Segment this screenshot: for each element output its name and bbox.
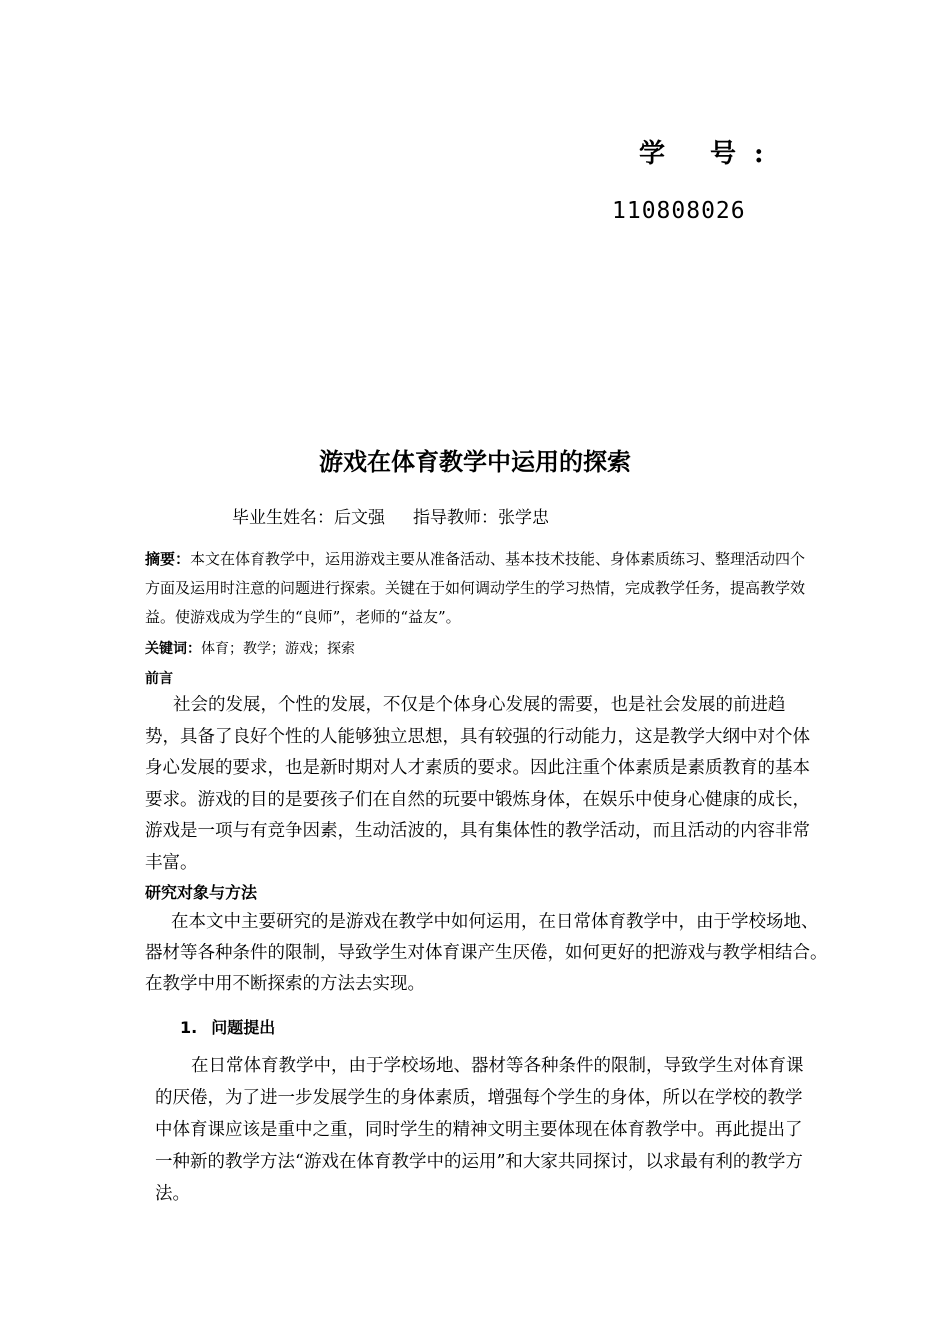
section1-heading: [180, 1015, 275, 1038]
student-id-value: 110808026: [612, 198, 746, 224]
section1-number: 1.: [180, 1018, 198, 1037]
intro-heading: 前言: [145, 671, 173, 687]
intro-paragraph: 社会的发展，个性的发展，不仅是个体身心发展的需要，也是社会发展的前进趋势，具备了良好个性的人能够独立思想，具有较强的行动能力，这是教学大纲中对个体身心发展的要求，也是新时期对人才素质的要求。因此注重个体素质是素质教育的基本要求。游戏的目的是要孩子们在自然的玩要中锻炼身体，在娱乐中使身心健康的成长，游戏是一项与有竞争因素，生动活波的，具有集体性的教学活动，而且活动的内容非常丰富。: [145, 695, 810, 873]
section1-title: 问题提出: [211, 1018, 276, 1037]
abstract-text: 本文在体育教学中，运用游戏主要从准备活动、基本技术技能、身体素质练习、整理活动四个方面及运用时注意的问题进行探索。关键在于如何调动学生的学习热情，完成教学任务，提高教学效益。使游戏成为学生的“良师”，老师的“益友”。: [145, 550, 806, 626]
student-id-label: 学 号:: [639, 139, 782, 169]
graduate-name: 后文强: [334, 508, 385, 528]
keywords-label: 关键词：: [145, 641, 201, 657]
advisor-name: 张学忠: [498, 508, 549, 528]
method-heading: 研究对象与方法: [145, 883, 258, 902]
section1-paragraph: 在日常体育教学中，由于学校场地、器材等各种条件的限制，导致学生对体育课的厌倦，为了进一步发展学生的身体素质，增强每个学生的身体，所以在学校的教学中体育课应该是重中之重，同时学生的精神文明主要体现在体育教学中。再此提出了一种新的教学方法“游戏在体育教学中的运用”和大家共同探讨，以求最有利的教学方法。: [155, 1056, 804, 1204]
keywords-line: [145, 638, 355, 658]
abstract-label: 摘要：: [145, 550, 191, 568]
method-paragraph: 在本文中主要研究的是游戏在教学中如何运用，在日常体育教学中，由于学校场地、器材等各种条件的限制，导致学生对体育课产生厌倦，如何更好的把游戏与教学相结合。在教学中用不断探索的方法去实现。: [145, 912, 828, 994]
keywords-text: 体育；教学；游戏；探索: [201, 641, 355, 657]
author-line: [232, 503, 549, 528]
paper-title: 游戏在体育教学中运用的探索: [319, 448, 631, 476]
advisor-label: 指导教师：: [413, 508, 498, 528]
abstract-paragraph: [145, 545, 815, 632]
graduate-label: 毕业生姓名：: [232, 508, 334, 528]
